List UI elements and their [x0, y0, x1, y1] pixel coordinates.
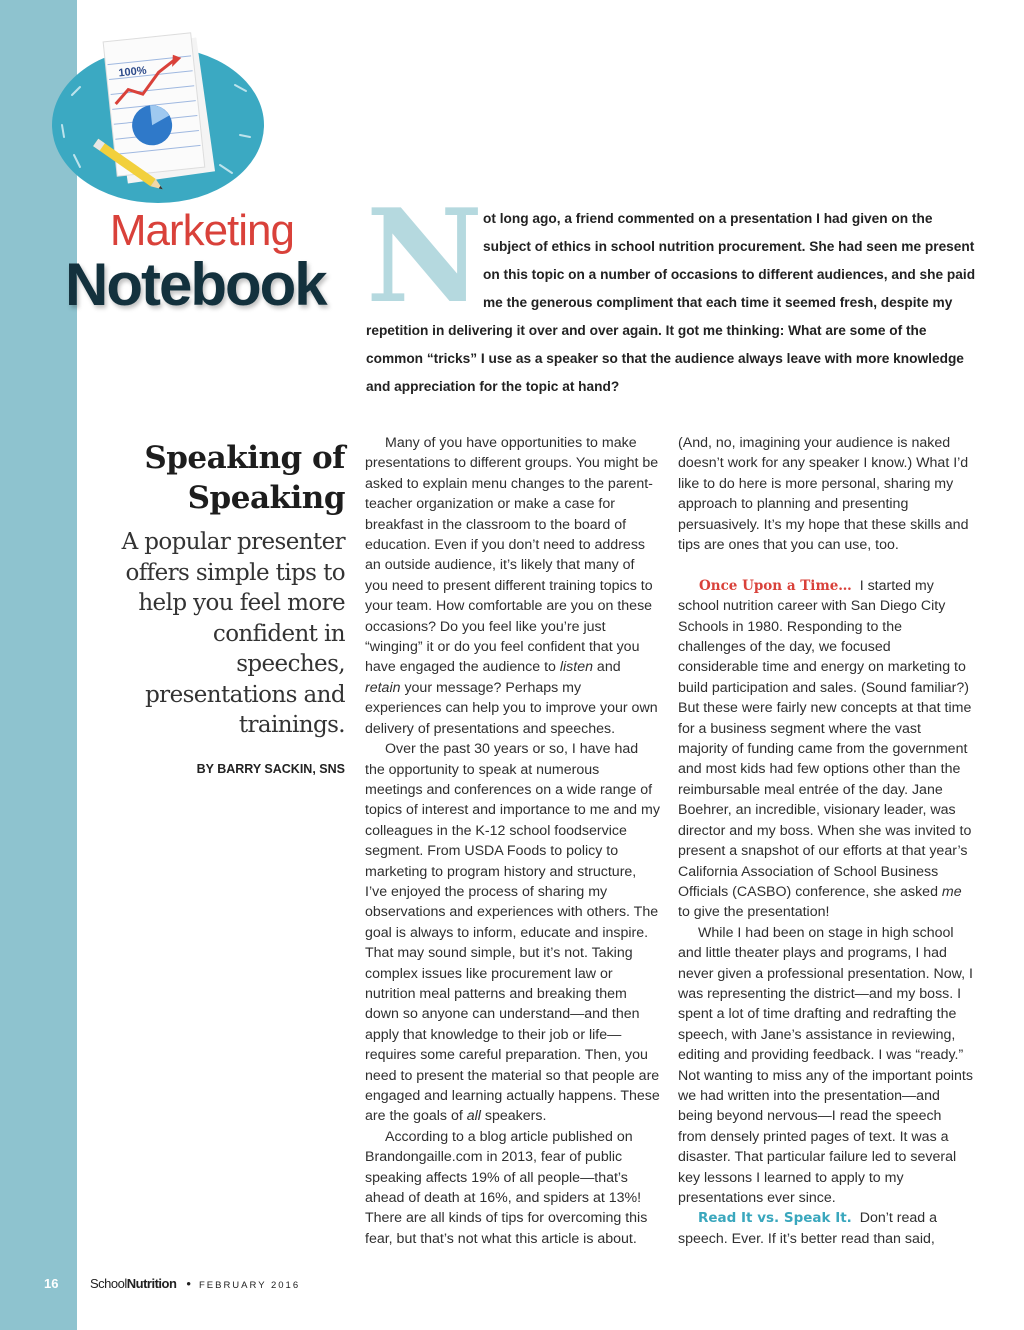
notebook-chart-illustration — [50, 25, 270, 210]
col2-paragraph-1: (And, no, imagining your audience is naked doesn’t work for any speaker I know.) What I’d like to do here is more personal, sharing my approach to planning and presenting persuasively. It’s my hope that these skills and tips are ones that you can use, too. — [678, 435, 969, 554]
department-title — [62, 205, 352, 318]
col2-paragraph-3: While I had been on stage in high school and little theater plays and programs, I had never given a professional presentation. Now, I was representing the district—and my boss. I spent a lot of time drafting and redrafting the speech, with Jane’s assistance in reviewing, editing and providing feedback. I was “ready.” Not wanting to miss any of the important points we had written into the presentation—and being beyond nervous—I read the speech from densely printed pages of text. It was a disaster. That particular failure led to several key lessons I learned to apply to my presentations ever since. — [678, 924, 973, 1207]
body-column-1 — [365, 433, 660, 1249]
intro-text: ot long ago, a friend commented on a presentation I had given on the subject of ethics in school nutrition procurement. She had seen me present on this topic on a number of occasions to different audiences, and she paid me the generous compliment that each time it seemed fresh, despite my repetition in delivering it over and over again. It got me thinking: What are some of the common “tricks” I use as a speaker so that the audience always leave with more knowledge and appreciation for the topic at hand? — [366, 211, 976, 394]
col2-paragraph-2: Once Upon a Time… I started my school nutrition career with San Diego City Schools in 1980. Responding to the challenges of the day, we focused considerable time and energy on marketing to build participation and sales. (Sound familiar?) But these were fairly new concepts at that time for a business segment where the vast majority of funding came from the government and most kids had few options other than the reimbursable meal entrée of the day. Jane Boehrer, an incredible, visionary leader, was director and my boss. When she was invited to present a snapshot of our efforts at that year’s California Association of School Business Officials (CASBO) conference, she asked me to give the presentation! — [678, 577, 972, 921]
col2-paragraph-4: Read It vs. Speak It. Don’t read a speech. Ever. If it’s better read than said, — [678, 1210, 937, 1247]
issue-date: FEBRUARY 2016 — [198, 1280, 301, 1291]
page-number: 16 — [44, 1276, 59, 1291]
col1-paragraph-1: Many of you have opportunities to make presentations to different groups. You might be asked to explain menu changes to the parent-teacher organization or make a case for breakfast in the classroom to the board of education. Even if you don’t need to address an outside audience, it’s likely that many of you need to present different training topics to your team. How comfortable are you on these occasions? Do you feel like you’re just “winging” it or do you feel confident that you have engaged the audience to listen and retain your message? Perhaps my experiences can help you to improve your own delivery of presentations and speeches. — [365, 435, 659, 737]
byline: BY BARRY SACKIN, SNS — [196, 762, 345, 776]
headline-line-2: Speaking — [187, 480, 345, 516]
article-deck: A popular presenter offers simple tips to help you feel more confident in speeches, presentations and trainings. — [121, 529, 345, 738]
col1-paragraph-2: Over the past 30 years or so, I have had the opportunity to speak at numerous meetings and conferences on a wide range of topics of interest and importance to me and my colleagues in the K-12 school foodservice segment. From USDA Foods to policy to marketing to program history and structure, I’ve enjoyed the process of sharing my observations and experiences with others. The goal is always to inform, educate and inspire. That may sound simple, but it’s not. Taking complex issues like procurement law or nutrition meal patterns and breaking them down so anyone can understand—and then apply that knowledge to their job or life—requires some careful preparation. Then, you need to present the material so that people are engaged and learning actually happens. These are the goals of all speakers. — [365, 741, 660, 1125]
chart-percent-label: 100% — [117, 64, 148, 80]
intro-paragraph — [366, 205, 976, 401]
subhead-read-vs-speak: Read It vs. Speak It. — [698, 1210, 852, 1227]
subhead-once-upon-a-time: Once Upon a Time… — [699, 577, 852, 594]
department-name: Notebook — [65, 251, 326, 318]
department-kicker: Marketing — [109, 206, 294, 255]
drop-cap: N — [366, 182, 483, 332]
headline-line-1: Speaking of — [144, 440, 345, 476]
footer-masthead: SchoolNutrition • FEBRUARY 2016 — [90, 1276, 301, 1291]
magazine-name: SchoolNutrition — [90, 1276, 177, 1291]
body-column-2 — [678, 433, 973, 1249]
article-headline — [100, 438, 345, 518]
col1-paragraph-3: According to a blog article published on Brandongaille.com in 2013, fear of public speaking affects 19% of all people—that’s ahead of death at 16%, and spiders at 13%! There are all kinds of tips for overcoming this fear, but that’s not what this article is about. — [365, 1128, 648, 1247]
